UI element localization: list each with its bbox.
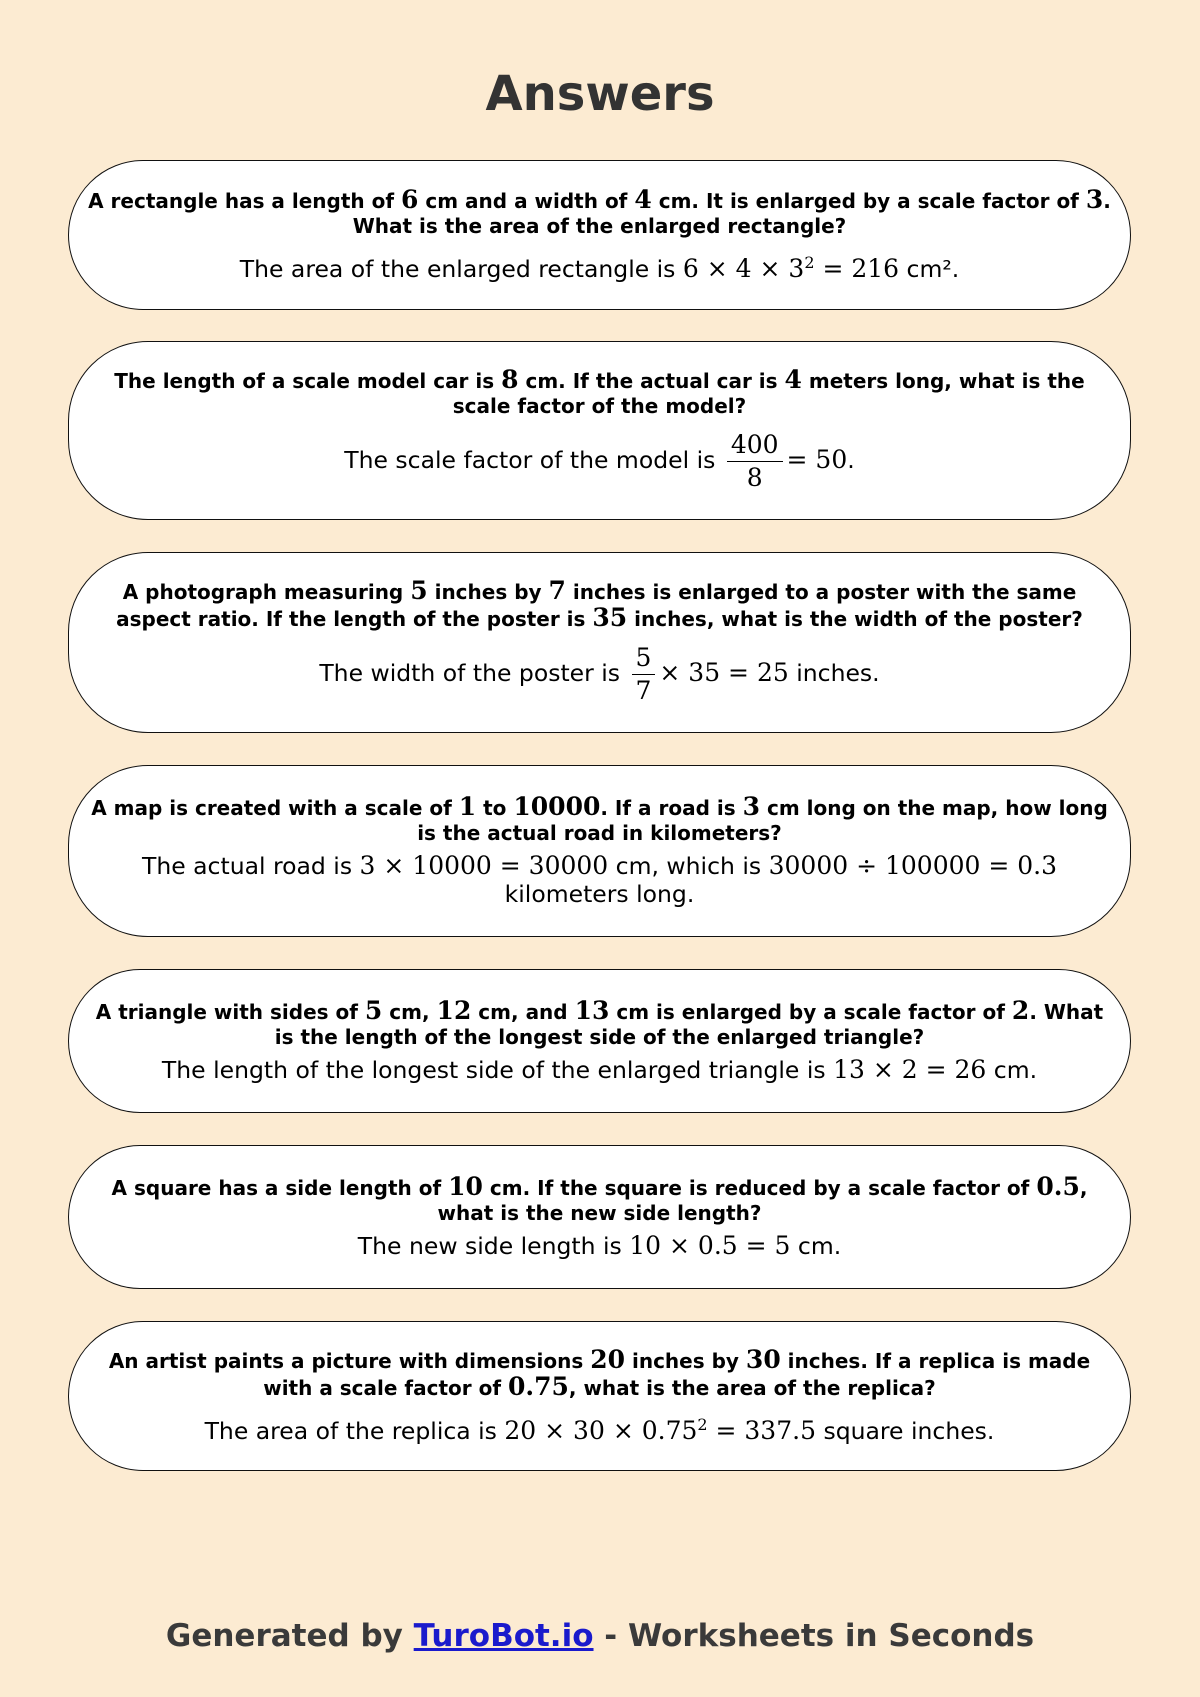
answer-text: The new side length is 10 × 0.5 = 5 cm. (357, 1231, 842, 1260)
question-text: A map is created with a scale of 1 to 10000. If a road is 3 cm long on the map, how long is the actual road in kilometers? (91, 792, 1108, 845)
turobot-link[interactable]: TuroBot.io (413, 1618, 594, 1654)
question-text: A square has a side length of 10 cm. If the square is reduced by a scale factor of 0.5, what is the new side length? (111, 1172, 1088, 1225)
answer-text: The area of the replica is $20 \times 30 \times 0.75^2 = 337.5$ square inches. (204, 1415, 995, 1445)
answer-text: The area of the enlarged rectangle is $6 \times 4 \times 3^2 = 216$ cm². (239, 253, 960, 283)
answer-card-1 (68, 160, 1131, 310)
answer-text: The actual road is 3 × 10000 = 30000 cm, which is 30000 ÷ 100000 = 0.3 kilometers long. (141, 851, 1058, 908)
answer-card-4 (68, 765, 1131, 937)
answer-text: The width of the poster is $\frac{5}{7}$ × 35 = 25 inches. (319, 643, 880, 705)
question-text: An artist paints a picture with dimensions 20 inches by 30 inches. If a replica is made with a scale factor of 0.75, what is the area of the replica? (108, 1345, 1091, 1402)
question-text: The length of a scale model car is 8 cm. If the actual car is 4 meters long, what is the scale factor of the model? (114, 365, 1085, 418)
answer-card-7 (68, 1321, 1131, 1471)
footer: Generated by TuroBot.io - Worksheets in Seconds (165, 1618, 1035, 1654)
fraction: $\frac{400}{8}$ (727, 429, 783, 494)
question-text: A triangle with sides of 5 cm, 12 cm, and 13 cm is enlarged by a scale factor of 2. What is the length of the longest side of the enlarged triangle? (95, 996, 1104, 1049)
answer-card-3 (68, 552, 1131, 733)
answer-card-6 (68, 1145, 1131, 1289)
page-title: Answers (485, 66, 715, 122)
fraction: $\frac{5}{7}$ (632, 642, 656, 707)
question-text: A rectangle has a length of 6 cm and a width of 4 cm. It is enlarged by a scale factor of 3. What is the area of the enlarged rectangle? (88, 185, 1111, 239)
answer-card-5 (68, 969, 1131, 1113)
answer-text: The length of the longest side of the enlarged triangle is 13 × 2 = 26 cm. (161, 1055, 1038, 1084)
answer-card-2 (68, 341, 1131, 520)
answer-text: The scale factor of the model is $\frac{400}{8}$ = 50. (344, 430, 855, 492)
question-text: A photograph measuring 5 inches by 7 inches is enlarged to a poster with the same aspect ratio. If the length of the poster is 35 inches, what is the width of the poster? (116, 576, 1083, 632)
